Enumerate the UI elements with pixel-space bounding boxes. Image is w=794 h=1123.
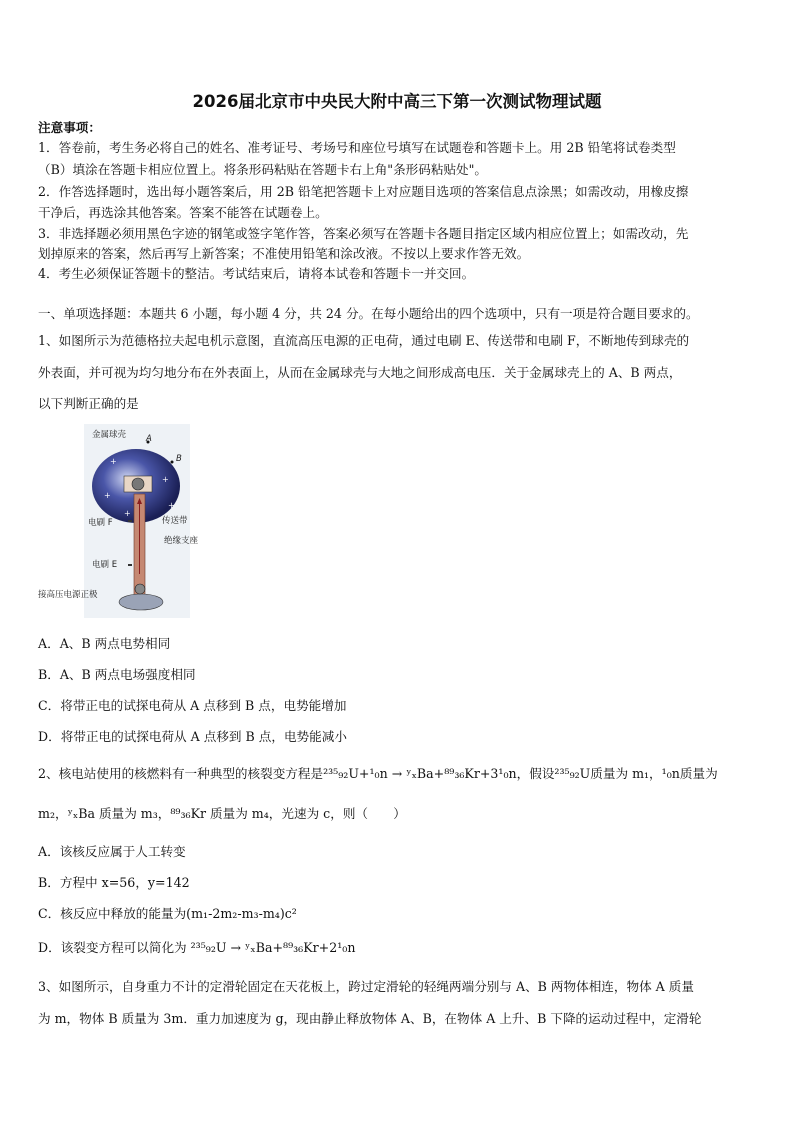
- svg-text:+: +: [162, 475, 169, 484]
- svg-text:+: +: [104, 491, 111, 500]
- label-belt: 传送带: [162, 516, 188, 526]
- label-brush-e: 电刷 E: [92, 560, 118, 570]
- label-brush-f: 电刷 F: [88, 518, 113, 528]
- page-title: 2026届北京市中央民大附中高三下第一次测试物理试题: [192, 92, 602, 111]
- q2-option-d: D．该裂变方程可以简化为 ²³⁵₉₂U → ʸₓBa+⁸⁹₃₆Kr+2¹₀n: [38, 940, 356, 955]
- q1-option-c: C．将带正电的试探电荷从 A 点移到 B 点，电势能增加: [38, 698, 347, 713]
- svg-text:+: +: [110, 457, 117, 466]
- section-heading: 一、单项选择题：本题共 6 小题，每小题 4 分，共 24 分。在每小题给出的四个选项中，只有一项是符合题目要求的。: [38, 306, 699, 321]
- notice-line: 3．非选择题必须用黑色字迹的钢笔或签字笔作答，答案必须写在答题卡各题目指定区域内相应位置上；如需改动，先: [38, 226, 689, 241]
- notice-line: （B）填涂在答题卡相应位置上。将条形码粘贴在答题卡右上角"条形码粘贴处"。: [38, 162, 488, 177]
- label-point-b: B: [176, 454, 182, 464]
- notice-line: 2．作答选择题时，选出每小题答案后，用 2B 铅笔把答题卡上对应题目选项的答案信息点涂黑；如需改动，用橡皮擦: [38, 184, 689, 199]
- svg-text:+: +: [124, 509, 131, 518]
- q2-fission-equation: ²³⁵₉₂U+¹₀n → ʸₓBa+⁸⁹₃₆Kr+3¹₀n: [323, 766, 517, 781]
- q1-stem: 1、如图所示为范德格拉夫起电机示意图，直流高压电源的正电荷，通过电刷 E、传送带和电刷 F，不断地传到球壳的: [38, 333, 690, 348]
- label-metal-shell: 金属球壳: [92, 430, 127, 440]
- notice-line: 干净后，再选涂其他答案。答案不能答在试题卷上。: [38, 205, 328, 220]
- q3-stem: 为 m，物体 B 质量为 3m．重力加速度为 g，现由静止释放物体 A、B，在物体 A 上升、B 下降的运动过程中，定滑轮: [38, 1011, 702, 1026]
- label-support: 绝缘支座: [164, 536, 199, 546]
- q2-option-c: C．核反应中释放的能量为(m₁-2m₂-m₃-m₄)c²: [38, 906, 297, 921]
- q2-option-a: A．该核反应属于人工转变: [38, 844, 186, 859]
- q1-option-a: A．A、B 两点电势相同: [38, 636, 171, 651]
- svg-text:+: +: [168, 501, 175, 510]
- q2-stem-text: 质量为 m₁，: [590, 766, 662, 781]
- q1-stem: 以下判断正确的是: [38, 396, 139, 411]
- label-point-a: A: [146, 434, 152, 444]
- notice-line: 1．答卷前，考生务必将自己的姓名、准考证号、考场号和座位号填写在试题卷和答题卡上。用 2B 铅笔将试卷类型: [38, 140, 676, 155]
- q1-option-d: D．将带正电的试探电荷从 A 点移到 B 点，电势能减小: [38, 729, 347, 744]
- q1-stem: 外表面，并可视为均匀地分布在外表面上，从而在金属球壳与大地之间形成高电压．关于金属球壳上的 A、B 两点，: [38, 365, 682, 380]
- label-power-source: 接高压电源正极: [38, 590, 98, 600]
- q3-stem: 3、如图所示，自身重力不计的定滑轮固定在天花板上，跨过定滑轮的轻绳两端分别与 A、B 两物体相连，物体 A 质量: [38, 979, 694, 994]
- q2-stem-text: 质量为: [679, 766, 718, 781]
- q1-option-b: B．A、B 两点电场强度相同: [38, 667, 196, 682]
- notice-line: 4．考生必须保证答题卡的整洁。考试结束后，请将本试卷和答题卡一并交回。: [38, 266, 475, 281]
- q2-stem-line1: [38, 766, 718, 782]
- van-de-graaff-figure: [38, 424, 199, 618]
- q2-neutron-nuclide: ¹₀n: [661, 766, 680, 781]
- q2-option-b: B．方程中 x=56，y=142: [38, 875, 190, 890]
- q2-stem-text: ，假设: [516, 766, 555, 781]
- q2-stem-line2: m₂，ʸₓBa 质量为 m₃，⁸⁹₃₆Kr 质量为 m₄，光速为 c，则（ ）: [38, 806, 406, 821]
- q2-stem-text: 2、核电站使用的核燃料有一种典型的核裂变方程是: [38, 766, 324, 781]
- q2-uranium-nuclide: ²³⁵₉₂U: [554, 766, 591, 781]
- notice-heading: 注意事项：: [38, 120, 101, 135]
- notice-line: 划掉原来的答案，然后再写上新答案；不准使用铅笔和涂改液。不按以上要求作答无效。: [38, 246, 530, 261]
